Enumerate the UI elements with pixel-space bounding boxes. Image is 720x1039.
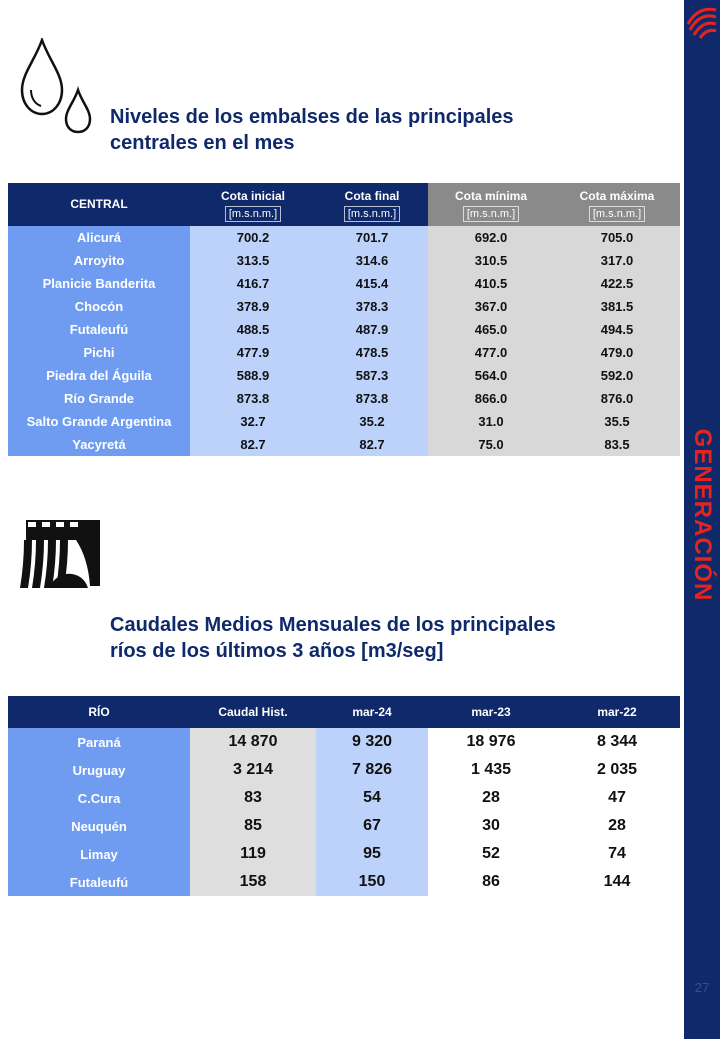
central-name: Río Grande (8, 387, 190, 410)
caudal-mar-24: 9 320 (316, 728, 428, 756)
caudal-mar-22: 8 344 (554, 728, 680, 756)
header-cota-maxima: Cota máxima [m.s.n.m.] (554, 183, 680, 226)
header-cota-final: Cota final [m.s.n.m.] (316, 183, 428, 226)
table-row (8, 840, 680, 868)
title-line: Caudales Medios Mensuales de los principales (110, 614, 556, 636)
caudal-mar-23: 18 976 (428, 728, 554, 756)
header-caudal-hist: Caudal Hist. (190, 696, 316, 728)
caudal-mar-23: 52 (428, 840, 554, 868)
caudal-hist: 3 214 (190, 756, 316, 784)
table-row (8, 868, 680, 896)
title-line: centrales en el mes (110, 132, 295, 154)
cota-minima: 866.0 (428, 387, 554, 410)
table-row (8, 341, 680, 364)
water-drops-icon (18, 38, 100, 134)
header-unit: [m.s.n.m.] (225, 206, 281, 222)
header-central: CENTRAL (8, 183, 190, 226)
caudal-mar-24: 54 (316, 784, 428, 812)
caudal-mar-23: 1 435 (428, 756, 554, 784)
caudal-mar-24: 95 (316, 840, 428, 868)
title-line: ríos de los últimos 3 años [m3/seg] (110, 640, 444, 662)
caudal-hist: 83 (190, 784, 316, 812)
caudal-hist: 119 (190, 840, 316, 868)
river-flows-title (110, 612, 556, 664)
central-name: Arroyito (8, 249, 190, 272)
table-header-row (8, 696, 680, 728)
caudal-mar-22: 28 (554, 812, 680, 840)
cota-maxima: 83.5 (554, 433, 680, 456)
cota-minima: 310.5 (428, 249, 554, 272)
caudal-mar-24: 67 (316, 812, 428, 840)
cota-inicial: 313.5 (190, 249, 316, 272)
caudal-hist: 85 (190, 812, 316, 840)
cota-final: 415.4 (316, 272, 428, 295)
header-mar-22: mar-22 (554, 696, 680, 728)
page-number: 27 (694, 980, 710, 995)
dam-icon (18, 518, 100, 592)
reservoir-levels-title (110, 104, 514, 156)
header-rio: RÍO (8, 696, 190, 728)
caudal-mar-23: 28 (428, 784, 554, 812)
table-row (8, 249, 680, 272)
reservoir-levels-table (8, 183, 680, 456)
caudal-hist: 158 (190, 868, 316, 896)
caudal-mar-22: 47 (554, 784, 680, 812)
cota-final: 35.2 (316, 410, 428, 433)
cota-maxima: 592.0 (554, 364, 680, 387)
cota-maxima: 705.0 (554, 226, 680, 249)
cota-minima: 75.0 (428, 433, 554, 456)
central-name: Futaleufú (8, 318, 190, 341)
central-name: Pichi (8, 341, 190, 364)
cota-final: 701.7 (316, 226, 428, 249)
river-name: C.Cura (8, 784, 190, 812)
cota-maxima: 317.0 (554, 249, 680, 272)
caudal-mar-22: 2 035 (554, 756, 680, 784)
caudal-hist: 14 870 (190, 728, 316, 756)
table-row (8, 364, 680, 387)
cota-inicial: 416.7 (190, 272, 316, 295)
table-row (8, 756, 680, 784)
caudal-mar-22: 74 (554, 840, 680, 868)
cota-inicial: 477.9 (190, 341, 316, 364)
table-header-row (8, 183, 680, 226)
cota-maxima: 35.5 (554, 410, 680, 433)
caudal-mar-24: 7 826 (316, 756, 428, 784)
header-unit: [m.s.n.m.] (589, 206, 645, 222)
cota-inicial: 32.7 (190, 410, 316, 433)
cota-minima: 465.0 (428, 318, 554, 341)
table-row (8, 728, 680, 756)
header-cota-inicial: Cota inicial [m.s.n.m.] (190, 183, 316, 226)
cota-final: 314.6 (316, 249, 428, 272)
cota-maxima: 479.0 (554, 341, 680, 364)
caudal-mar-23: 30 (428, 812, 554, 840)
central-name: Piedra del Águila (8, 364, 190, 387)
cota-inicial: 82.7 (190, 433, 316, 456)
section-label: GENERACIÓN (689, 428, 716, 602)
cota-final: 82.7 (316, 433, 428, 456)
river-name: Neuquén (8, 812, 190, 840)
central-name: Salto Grande Argentina (8, 410, 190, 433)
table-row (8, 295, 680, 318)
table-row (8, 784, 680, 812)
cota-minima: 410.5 (428, 272, 554, 295)
table-row (8, 226, 680, 249)
cota-minima: 31.0 (428, 410, 554, 433)
table-row (8, 272, 680, 295)
header-mar-23: mar-23 (428, 696, 554, 728)
caudal-mar-22: 144 (554, 868, 680, 896)
table-row (8, 318, 680, 341)
river-name: Limay (8, 840, 190, 868)
cota-inicial: 488.5 (190, 318, 316, 341)
cota-final: 587.3 (316, 364, 428, 387)
central-name: Planicie Banderita (8, 272, 190, 295)
header-mar-24: mar-24 (316, 696, 428, 728)
central-name: Alicurá (8, 226, 190, 249)
river-name: Uruguay (8, 756, 190, 784)
cota-final: 487.9 (316, 318, 428, 341)
table-row (8, 410, 680, 433)
table-row (8, 433, 680, 456)
table-row (8, 387, 680, 410)
cota-inicial: 873.8 (190, 387, 316, 410)
cota-minima: 692.0 (428, 226, 554, 249)
river-name: Paraná (8, 728, 190, 756)
header-unit: [m.s.n.m.] (344, 206, 400, 222)
cota-maxima: 422.5 (554, 272, 680, 295)
cota-inicial: 588.9 (190, 364, 316, 387)
cota-final: 378.3 (316, 295, 428, 318)
central-name: Chocón (8, 295, 190, 318)
river-name: Futaleufú (8, 868, 190, 896)
cota-final: 873.8 (316, 387, 428, 410)
river-flows-table (8, 696, 680, 896)
cota-inicial: 700.2 (190, 226, 316, 249)
cota-minima: 367.0 (428, 295, 554, 318)
header-cota-minima: Cota mínima [m.s.n.m.] (428, 183, 554, 226)
cota-final: 478.5 (316, 341, 428, 364)
brand-logo-icon (684, 0, 720, 40)
cota-maxima: 494.5 (554, 318, 680, 341)
cota-maxima: 381.5 (554, 295, 680, 318)
cota-inicial: 378.9 (190, 295, 316, 318)
caudal-mar-23: 86 (428, 868, 554, 896)
table-row (8, 812, 680, 840)
cota-minima: 564.0 (428, 364, 554, 387)
sidebar (684, 0, 720, 1039)
cota-minima: 477.0 (428, 341, 554, 364)
cota-maxima: 876.0 (554, 387, 680, 410)
header-unit: [m.s.n.m.] (463, 206, 519, 222)
caudal-mar-24: 150 (316, 868, 428, 896)
title-line: Niveles de los embalses de las principales (110, 106, 514, 128)
central-name: Yacyretá (8, 433, 190, 456)
